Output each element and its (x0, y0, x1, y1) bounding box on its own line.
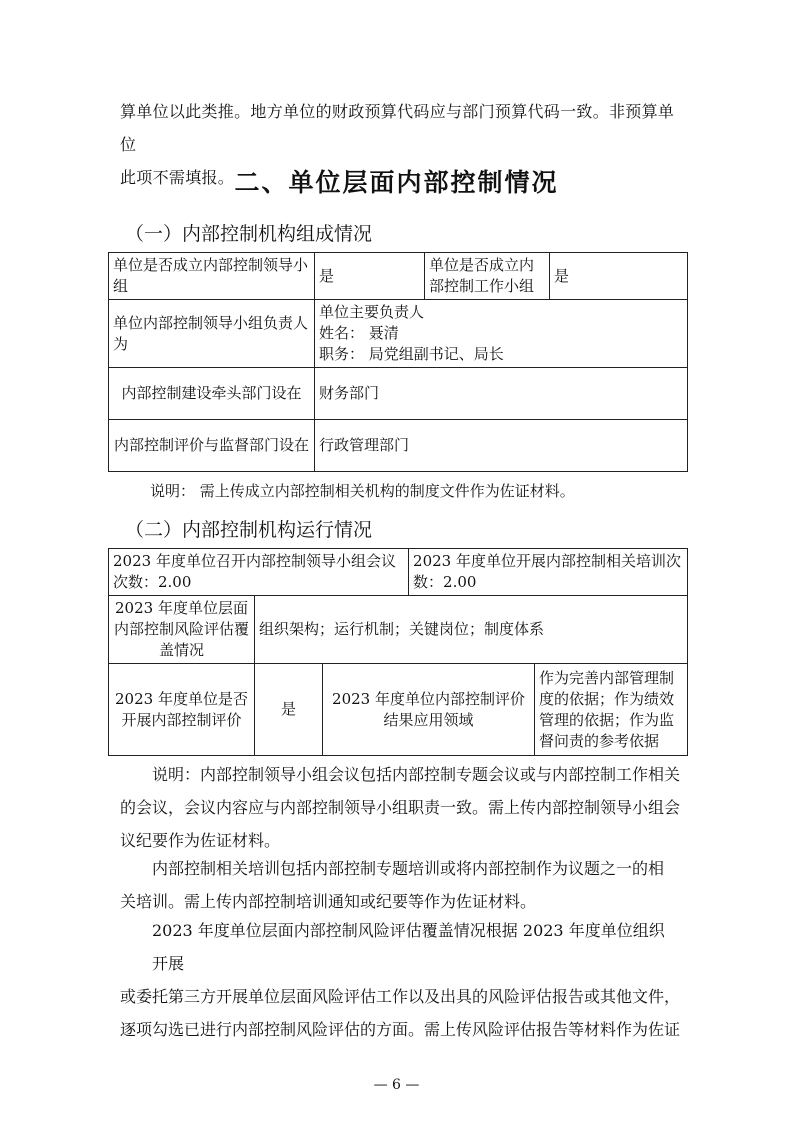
note-training (120, 852, 680, 918)
org-composition-table (108, 252, 688, 472)
evaluation-label: 2023 年度单位是否开展内部控制评价 (109, 664, 255, 756)
note-risk (120, 914, 680, 1046)
eval-dept-value: 行政管理部门 (315, 420, 688, 472)
working-group-label: 单位是否成立内部控制工作小组 (425, 253, 550, 300)
table-row (109, 664, 688, 756)
org-operation-table (108, 548, 688, 756)
intro-line-1: 算单位以此类推。地方单位的财政预算代码应与部门预算代码一致。非预算单位 (120, 102, 675, 154)
lead-dept-value: 财务部门 (315, 368, 688, 420)
table-row (109, 596, 688, 664)
table-row (109, 300, 688, 368)
table-row (109, 549, 688, 596)
note-risk-line-3: 逐项勾选已进行内部控制风险评估的方面。需上传风险评估报告等材料作为佐证 (120, 1020, 681, 1039)
application-value: 作为完善内部管理制度的依据；作为绩效管理的依据；作为监督问责的参考依据 (535, 664, 688, 756)
evaluation-value: 是 (255, 664, 323, 756)
leader-label: 单位内部控制领导小组负责人为 (109, 300, 315, 368)
risk-coverage-label: 2023 年度单位层面内部控制风险评估覆盖情况 (109, 596, 255, 664)
leading-group-value: 是 (315, 253, 425, 300)
working-group-value: 是 (550, 253, 688, 300)
table-row (109, 253, 688, 300)
note-meetings-line-3: 议纪要作为佐证材料。 (120, 831, 281, 850)
leader-name: 姓名： 聂清 (319, 324, 399, 342)
lead-dept-label: 内部控制建设牵头部门设在 (109, 368, 315, 420)
note-training-line-2: 关培训。需上传内部控制培训通知或纪要等作为佐证材料。 (120, 892, 537, 911)
meeting-count: 2023 年度单位召开内部控制领导小组会议次数：2.00 (109, 549, 409, 596)
note-meetings-line-2: 的会议，会议内容应与内部控制领导小组职责一致。需上传内部控制领导小组会 (120, 798, 681, 817)
eval-dept-label: 内部控制评价与监督部门设在 (109, 420, 315, 472)
note-meetings-line-1: 说明：内部控制领导小组会议包括内部控制专题会议或与内部控制工作相关 (152, 765, 681, 784)
subsection-title-1: （一）内部控制机构组成情况 (125, 223, 373, 245)
risk-coverage-value: 组织架构；运行机制；关键岗位；制度体系 (255, 596, 688, 664)
section-title: 二、单位层面内部控制情况 (234, 168, 559, 197)
table-row (109, 368, 688, 420)
subsection-title-2: （二）内部控制机构运行情况 (125, 519, 373, 541)
application-label: 2023 年度单位内部控制评价结果应用领域 (323, 664, 535, 756)
leader-title: 职务： 局党组副书记、局长 (319, 345, 504, 363)
page-number: — 6 — (373, 1077, 420, 1093)
leader-value (315, 300, 688, 368)
intro-line-2: 此项不需填报。 (120, 168, 235, 187)
note-org: 说明： 需上传成立内部控制相关机构的制度文件作为佐证材料。 (150, 482, 575, 500)
leader-role: 单位主要负责人 (319, 303, 425, 321)
note-risk-line-2: 或委托第三方开展单位层面风险评估工作以及出具的风险评估报告或其他文件， (120, 987, 681, 1006)
leading-group-label: 单位是否成立内部控制领导小组 (109, 253, 315, 300)
table-row (109, 420, 688, 472)
training-count: 2023 年度单位开展内部控制相关培训次数：2.00 (409, 549, 688, 596)
note-training-line-1: 内部控制相关培训包括内部控制专题培训或将内部控制作为议题之一的相 (152, 859, 665, 878)
note-risk-line-1: 2023 年度单位层面内部控制风险评估覆盖情况根据 2023 年度单位组织开展 (152, 921, 665, 973)
note-meetings (120, 758, 680, 857)
